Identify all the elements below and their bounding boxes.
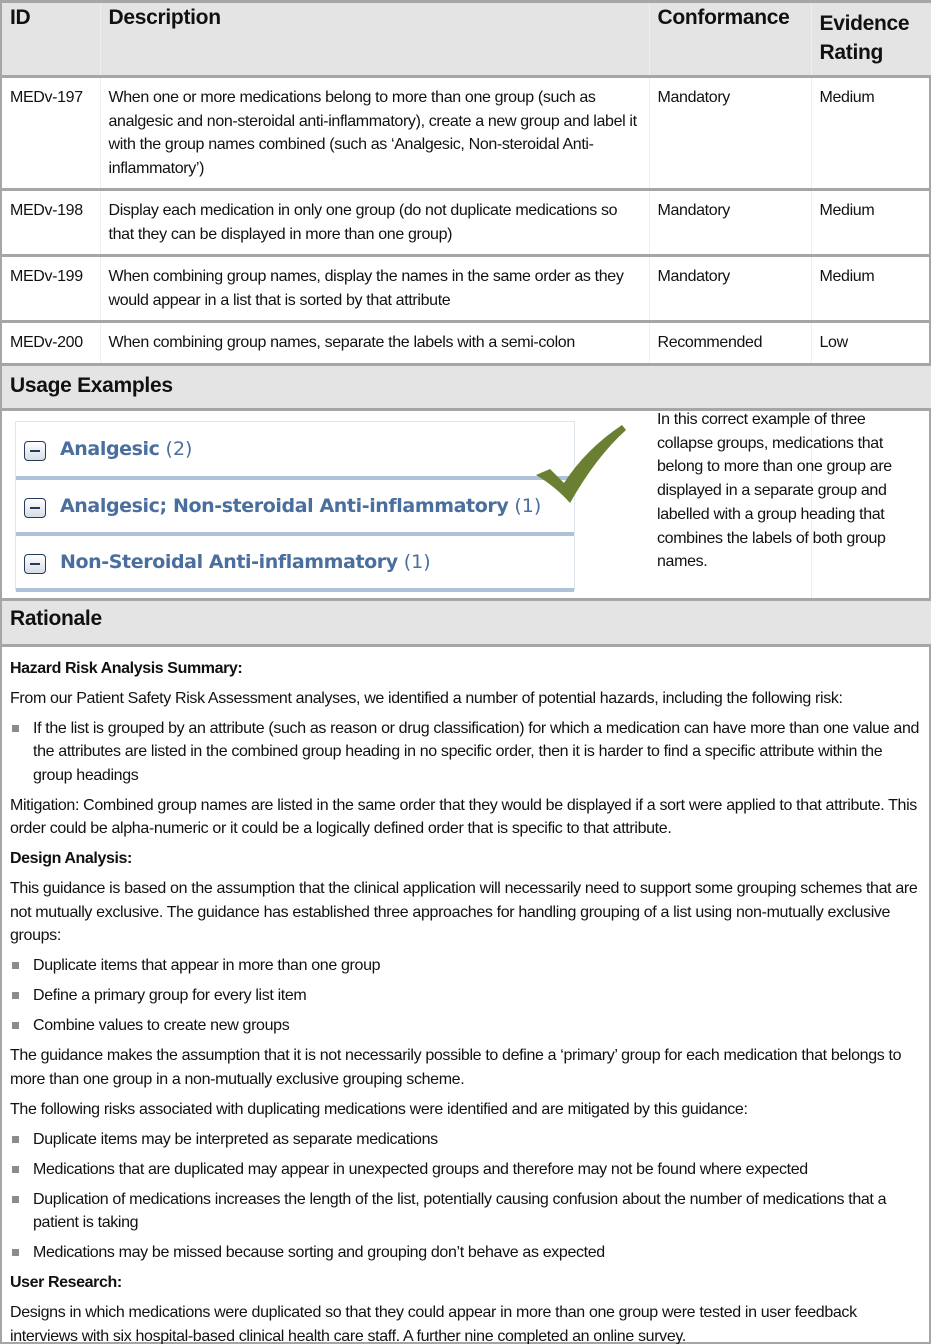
rationale-heading: Rationale (2, 599, 931, 645)
header-evidence-line1: Evidence (819, 12, 910, 35)
list-item: Define a primary group for every list item (10, 984, 923, 1008)
collapse-group-item[interactable] (16, 422, 574, 480)
row-evidence-rating: Medium (811, 256, 931, 322)
row-conformance: Recommended (649, 322, 811, 365)
header-conformance: Conformance (649, 2, 811, 77)
row-description: When combining group names, separate the labels with a semi-colon (100, 322, 649, 365)
square-bullet-icon (12, 1166, 19, 1173)
mitigation-text: Mitigation: Combined group names are listed in the same order that they would be displayed if a sort were applied to that attribute. This order could be alpha-numeric or it could be a logically defined order that is specific to that attribute. (10, 796, 917, 837)
rationale-body-row (2, 645, 931, 1344)
header-evidence-rating (811, 2, 931, 77)
group-label: Analgesic (60, 437, 160, 460)
header-evidence-line2: Rating (819, 41, 884, 64)
risks-intro: The following risks associated with duplicating medications were identified and are mitigated by this guidance: (10, 1100, 748, 1118)
header-description: Description (100, 2, 649, 77)
guidance-table (2, 0, 931, 1344)
design-assumption: The guidance makes the assumption that it is not necessarily possible to define a ‘primary’ group for each medication that belongs to more than one group in a non-mutually exclusive grouping scheme. (10, 1047, 902, 1088)
group-count: (2) (165, 437, 193, 460)
row-conformance: Mandatory (649, 77, 811, 190)
list-item: Duplicate items may be interpreted as separate medications (10, 1128, 923, 1152)
list-item: Medications that are duplicated may appear in unexpected groups and therefore may not be found where expected (10, 1158, 923, 1182)
usage-examples-heading: Usage Examples (2, 364, 931, 409)
row-id: MEDv-197 (2, 77, 100, 190)
group-count: (1) (514, 494, 542, 517)
collapse-minus-icon[interactable] (24, 441, 46, 461)
hazard-bullet-list (10, 717, 923, 788)
row-evidence-rating: Medium (811, 190, 931, 256)
usage-example-description: In this correct example of three collapse groups, medications that belong to more than one group are displayed in a separate group and labelled with a group heading that combines the labels of both group names. (657, 411, 892, 571)
user-research-text: Designs in which medications were duplicated so that they could appear in more than one group were tested in user feedback interviews with six hospital-based clinical health care staff. A further nine completed an online survey. (10, 1304, 857, 1344)
table-row (2, 322, 931, 365)
collapse-minus-icon[interactable] (24, 554, 46, 574)
collapse-group-item[interactable] (16, 480, 574, 536)
row-evidence-rating: Medium (811, 77, 931, 190)
design-bullet-list (10, 954, 923, 1038)
list-item: Medications may be missed because sorting and grouping don’t behave as expected (10, 1241, 923, 1265)
table-row (2, 190, 931, 256)
risk-bullet-list (10, 1128, 923, 1265)
row-id: MEDv-199 (2, 256, 100, 322)
rationale-header-row (2, 599, 931, 645)
square-bullet-icon (12, 1196, 19, 1203)
square-bullet-icon (12, 962, 19, 969)
list-item: Combine values to create new groups (10, 1014, 923, 1038)
rationale-body (2, 647, 931, 1344)
row-conformance: Mandatory (649, 256, 811, 322)
square-bullet-icon (12, 1136, 19, 1143)
list-item: Duplicate items that appear in more than one group (10, 954, 923, 978)
row-conformance: Mandatory (649, 190, 811, 256)
square-bullet-icon (12, 992, 19, 999)
row-id: MEDv-198 (2, 190, 100, 256)
hazard-intro: From our Patient Safety Risk Assessment analyses, we identified a number of potential hazards, including the following risk: (10, 689, 843, 707)
group-label: Analgesic; Non-steroidal Anti-inflammatory (60, 494, 509, 517)
square-bullet-icon (12, 725, 19, 732)
collapse-group-list (15, 421, 575, 591)
collapse-group-item[interactable] (16, 536, 574, 592)
row-evidence-rating: Low (811, 322, 931, 365)
square-bullet-icon (12, 1249, 19, 1256)
table-header-row (2, 2, 931, 77)
collapse-minus-icon[interactable] (24, 498, 46, 518)
user-research-heading: User Research: (10, 1274, 122, 1291)
row-description: When one or more medications belong to more than one group (such as analgesic and non-steroidal anti-inflammatory), create a new group and label it with the group names combined (such as ‘Analgesic, Non-steroidal Anti-inflammatory’) (100, 77, 649, 190)
group-label: Non-Steroidal Anti-inflammatory (60, 550, 398, 573)
row-description: When combining group names, display the names in the same order as they would appear in a list that is sorted by that attribute (100, 256, 649, 322)
row-description: Display each medication in only one group (do not duplicate medications so that they can be displayed in more than one group) (100, 190, 649, 256)
group-count: (1) (403, 550, 431, 573)
row-id: MEDv-200 (2, 322, 100, 365)
table-row (2, 256, 931, 322)
list-item: Duplication of medications increases the length of the list, potentially causing confusion about the number of medications that a patient is taking (10, 1188, 923, 1235)
checkmark-icon (534, 421, 629, 503)
design-analysis-heading: Design Analysis: (10, 850, 132, 867)
design-intro: This guidance is based on the assumption that the clinical application will necessarily need to support some grouping schemes that are not mutually exclusive. The guidance has established three approaches for handling grouping of a list using non-mutually exclusive groups: (10, 880, 918, 944)
list-item: If the list is grouped by an attribute (such as reason or drug classification) for which a medication can have more than one value and the attributes are listed in the combined group heading in no specific order, then it is harder to find a specific attribute within the group headings (10, 717, 923, 788)
square-bullet-icon (12, 1022, 19, 1029)
header-id: ID (2, 2, 100, 77)
table-row (2, 77, 931, 190)
hazard-heading: Hazard Risk Analysis Summary: (10, 659, 243, 677)
